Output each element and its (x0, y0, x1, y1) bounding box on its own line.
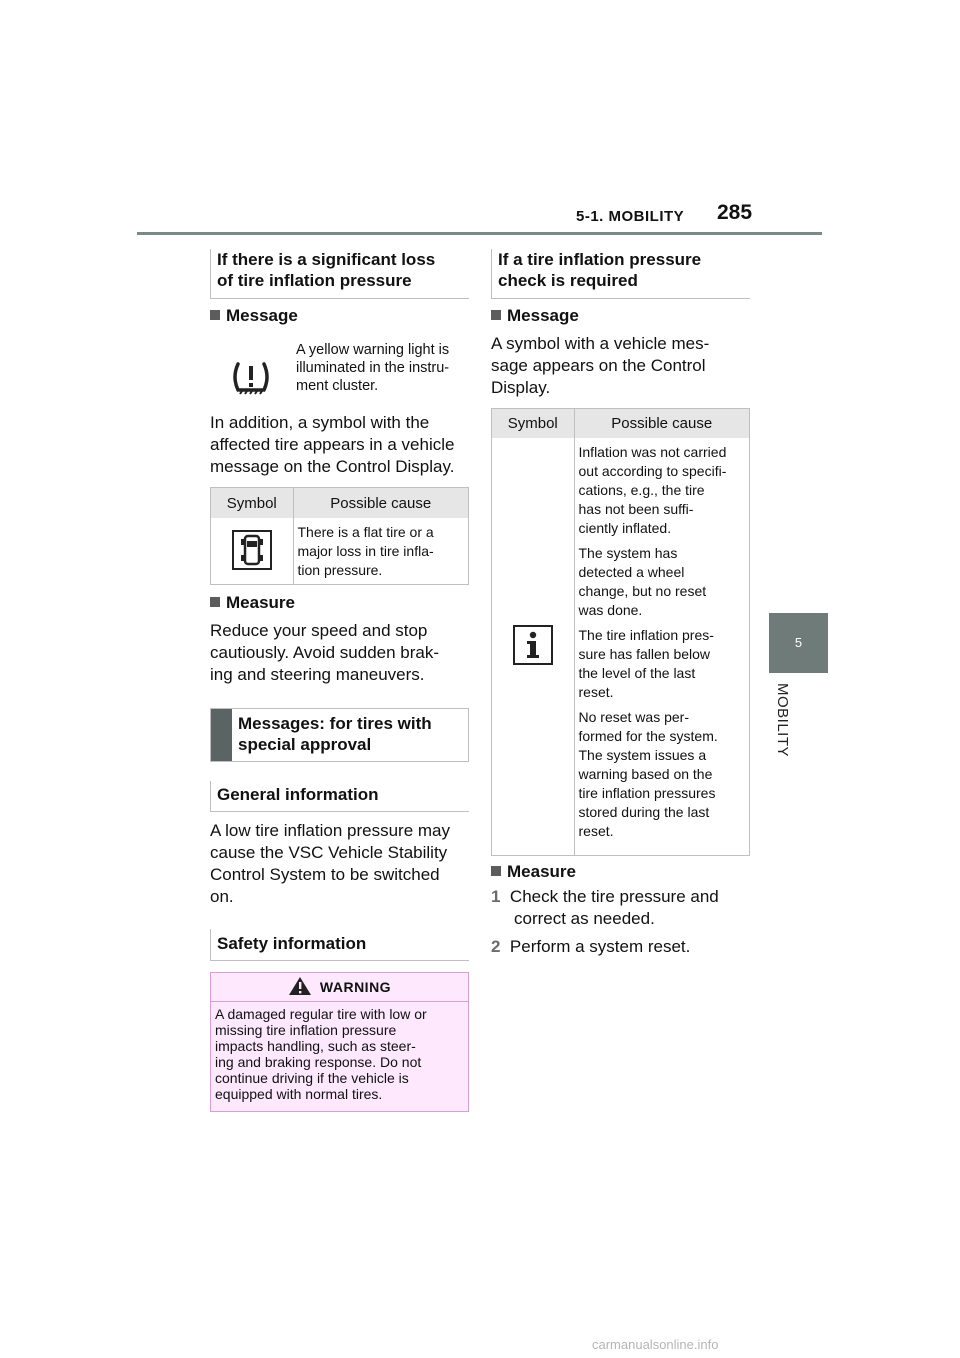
text-line: In addition, a symbol with the (210, 413, 430, 432)
text-line: Inflation was not carried (578, 444, 727, 460)
text-line: cautiously. Avoid sudden brak- (210, 643, 440, 662)
general-paragraph (210, 820, 470, 908)
text-line: The system issues a (578, 747, 707, 763)
heading-line: Messages: for tires with (238, 714, 432, 733)
subheading-text: Message (226, 306, 298, 325)
text-line: cations, e.g., the tire (578, 482, 705, 498)
yellow-light-text (296, 341, 471, 395)
text-line: ing and braking response. Do not (215, 1054, 422, 1070)
symbol-cell (211, 518, 293, 584)
column-header-symbol: Symbol (211, 488, 293, 518)
symbol-table-right (491, 408, 750, 856)
text-line: out according to specifi- (578, 463, 727, 479)
text-line: has not been suffi- (578, 501, 694, 517)
subheading-measure-right (491, 862, 576, 882)
heading-line: check is required (498, 271, 638, 290)
footer-watermark: carmanualsonline.info (592, 1337, 719, 1352)
text-line: A symbol with a vehicle mes- (491, 334, 710, 353)
text-line: affected tire appears in a vehicle (210, 435, 455, 454)
text-line: on. (210, 887, 234, 906)
chapter-label-text: MOBILITY (774, 683, 791, 758)
subheading-text: Measure (226, 593, 295, 612)
cause-item (579, 626, 748, 702)
text-line: sage appears on the Control (491, 356, 706, 375)
text-line: Perform a system reset. (509, 937, 691, 956)
text-line: ing and steering maneuvers. (210, 665, 425, 684)
text-line: tion pressure. (297, 562, 383, 578)
chapter-label (771, 683, 791, 803)
info-icon (513, 625, 553, 665)
symbol-table-left (210, 487, 469, 585)
text-line: detected a wheel (578, 564, 685, 580)
warning-header (211, 973, 468, 1002)
page-number: 285 (717, 201, 753, 224)
heading-special-approval (210, 708, 469, 762)
bullet-square (210, 597, 220, 607)
text-line: cause the VSC Vehicle Stability (210, 843, 448, 862)
chapter-tab: 5 (769, 613, 828, 673)
warning-title: WARNING (319, 979, 392, 995)
addition-paragraph (210, 412, 470, 478)
heading-line: If a tire inflation pressure (498, 250, 702, 269)
text-line: Display. (491, 378, 551, 397)
symbol-cell (492, 438, 574, 855)
text-line: change, but no reset (578, 583, 707, 599)
text-line: Check the tire pressure and (509, 887, 719, 906)
text-line: impacts handling, such as steer- (215, 1038, 416, 1054)
text-line: correct as needed. (514, 909, 655, 928)
tire-pressure-warning-icon-svg (230, 360, 272, 398)
text-line: A low tire inflation pressure may (210, 821, 450, 840)
subheading-message (210, 306, 298, 326)
text-line: sure has fallen below (578, 646, 711, 662)
cause-item (579, 708, 748, 841)
column-header-symbol: Symbol (492, 409, 574, 438)
text-line: was done. (578, 602, 643, 618)
text-line: major loss in tire infla- (297, 543, 434, 559)
text-line: reset. (578, 684, 614, 700)
text-line: missing tire inflation pressure (215, 1022, 397, 1038)
measure-paragraph (210, 620, 470, 686)
text-line: reset. (578, 823, 614, 839)
bullet-square (491, 310, 501, 320)
warning-box (210, 972, 469, 1112)
bullet-square (210, 310, 220, 320)
text-line: illuminated in the instru- (296, 360, 450, 376)
header-divider (137, 232, 822, 235)
warning-triangle-icon (288, 976, 312, 996)
cause-cell (574, 438, 749, 855)
tire-pressure-warning-icon (230, 360, 272, 398)
column-header-cause: Possible cause (293, 488, 468, 518)
message-paragraph-right (491, 333, 751, 399)
text-line: formed for the system. (578, 728, 718, 744)
heading-line: special approval (238, 735, 372, 754)
section-title: 5-1. MOBILITY (576, 208, 685, 225)
heading-safety-info: Safety information (210, 929, 469, 961)
heading-significant-loss (210, 249, 469, 299)
warning-body (211, 1002, 468, 1102)
text-line: Control System to be switched (210, 865, 440, 884)
text-line: ment cluster. (296, 378, 379, 394)
cause-cell (293, 518, 468, 584)
step-2 (491, 936, 751, 958)
heading-line: If there is a significant loss (217, 250, 436, 269)
text-line: There is a flat tire or a (297, 524, 434, 540)
text-line: tire inflation pressures (578, 785, 716, 801)
step-number: 1 (491, 887, 501, 906)
text-line: A yellow warning light is (296, 342, 450, 358)
subheading-message-right (491, 306, 579, 326)
text-line: stored during the last (578, 804, 710, 820)
text-line: message on the Control Display. (210, 457, 455, 476)
heading-line: of tire inflation pressure (217, 271, 412, 290)
text-line: The system has (578, 545, 678, 561)
heading-pressure-check (491, 249, 750, 299)
step-number: 2 (491, 937, 501, 956)
subheading-text: Measure (507, 862, 576, 881)
flat-tire-car-icon (232, 530, 272, 570)
cause-item (579, 443, 748, 538)
step-1 (491, 886, 751, 930)
subheading-text: Message (507, 306, 579, 325)
text-line: ciently inflated. (578, 520, 672, 536)
text-line: A damaged regular tire with low or (215, 1006, 427, 1022)
subheading-measure (210, 593, 295, 613)
text-line: continue driving if the vehicle is (215, 1070, 409, 1086)
text-line: the level of the last (578, 665, 696, 681)
text-line: equipped with normal tires. (215, 1086, 383, 1102)
text-line: Reduce your speed and stop (210, 621, 428, 640)
text-line: The tire inflation pres- (578, 627, 714, 643)
heading-general-info: General information (210, 781, 469, 812)
text-line: No reset was per- (578, 709, 689, 725)
bullet-square (491, 866, 501, 876)
cause-item (579, 544, 748, 620)
column-header-cause: Possible cause (574, 409, 749, 438)
text-line: warning based on the (578, 766, 713, 782)
